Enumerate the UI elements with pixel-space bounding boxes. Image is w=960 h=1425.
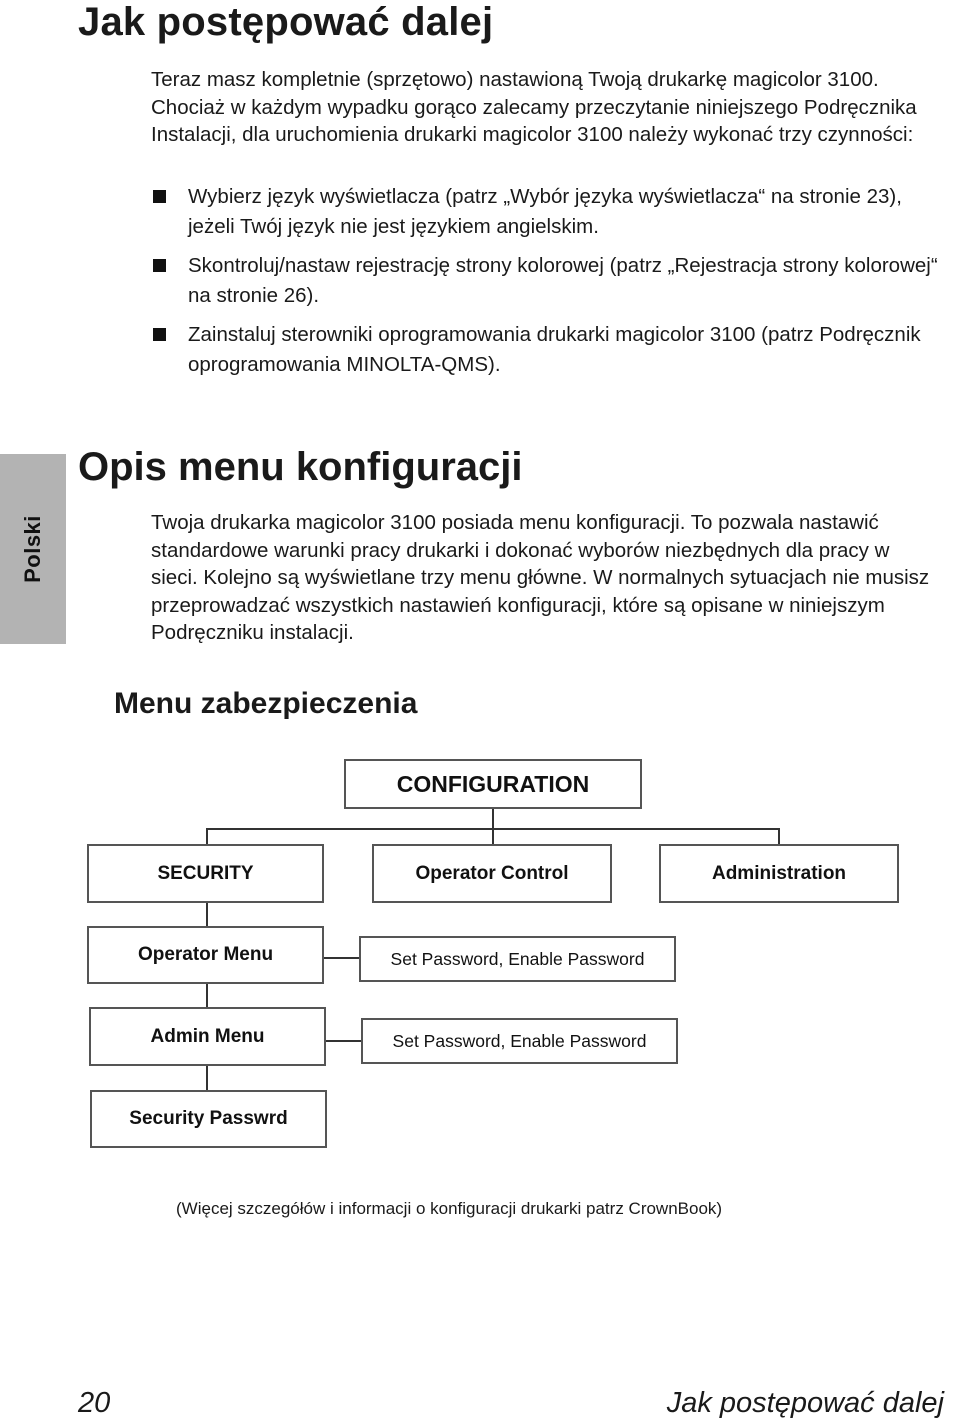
connector-line bbox=[206, 903, 208, 927]
square-bullet-icon bbox=[153, 259, 166, 272]
intro-paragraph: Teraz masz kompletnie (sprzętowo) nastawioną Twoją drukarkę magicolor 3100. Chociaż w każdym wypadku gorąco zalecamy przeczytanie niniejszego Podręcznika Instalacji, dla uruchomienia drukarki magicolor 3100 należy wykonać trzy czynności: bbox=[151, 68, 917, 146]
square-bullet-icon bbox=[153, 190, 166, 203]
list-item: Wybierz język wyświetlacza (patrz „Wybór języka wyświetlacza“ na stronie 23), jeżeli Twój język nie jest językiem angielskim. bbox=[151, 182, 951, 242]
operator-menu-detail-box: Set Password, Enable Password bbox=[359, 936, 676, 982]
language-tab-label: Polski bbox=[20, 515, 45, 583]
page-heading: Jak postępować dalej bbox=[78, 0, 494, 44]
connector-line bbox=[206, 1066, 208, 1091]
connector-line bbox=[492, 809, 494, 829]
square-bullet-icon bbox=[153, 328, 166, 341]
connector-line bbox=[778, 828, 780, 845]
security-box: SECURITY bbox=[87, 844, 324, 903]
connector-line bbox=[324, 957, 360, 959]
admin-menu-detail-box: Set Password, Enable Password bbox=[361, 1018, 678, 1064]
connector-line bbox=[206, 984, 208, 1008]
language-tab bbox=[0, 454, 66, 644]
description-paragraph: Twoja drukarka magicolor 3100 posiada menu konfiguracji. To pozwala nastawić standardowe warunki pracy drukarki i dokonać wyborów niezbędnych dla pracy w sieci. Kolejno są wyświetlane trzy menu główne. W normalnych sytuacjach nie musisz przeprowadzać wszystkich nastawień konfiguracji, które są opisane w niniejszym Podręczniku instalacji. bbox=[151, 511, 930, 644]
steps-list bbox=[151, 182, 951, 389]
operator-control-box: Operator Control bbox=[372, 844, 612, 903]
connector-line bbox=[326, 1040, 362, 1042]
operator-menu-box: Operator Menu bbox=[87, 926, 324, 984]
security-passwrd-box: Security Passwrd bbox=[90, 1090, 327, 1148]
configuration-box: CONFIGURATION bbox=[344, 759, 642, 809]
page-number: 20 bbox=[78, 1387, 111, 1419]
list-item: Skontroluj/nastaw rejestrację strony kolorowej (patrz „Rejestracja strony kolorowej“ na stronie 26). bbox=[151, 251, 951, 311]
footer-title: Jak postępować dalej bbox=[666, 1387, 944, 1419]
administration-box: Administration bbox=[659, 844, 899, 903]
admin-menu-box: Admin Menu bbox=[89, 1007, 326, 1066]
section-heading: Opis menu konfiguracji bbox=[78, 445, 523, 489]
footnote: (Więcej szczegółów i informacji o konfiguracji drukarki patrz CrownBook) bbox=[176, 1199, 723, 1218]
connector-line bbox=[206, 828, 208, 845]
list-item: Zainstaluj sterowniki oprogramowania drukarki magicolor 3100 (patrz Podręcznik oprogramowania MINOLTA-QMS). bbox=[151, 320, 951, 380]
connector-line bbox=[492, 828, 494, 845]
subsection-heading: Menu zabezpieczenia bbox=[114, 687, 418, 720]
